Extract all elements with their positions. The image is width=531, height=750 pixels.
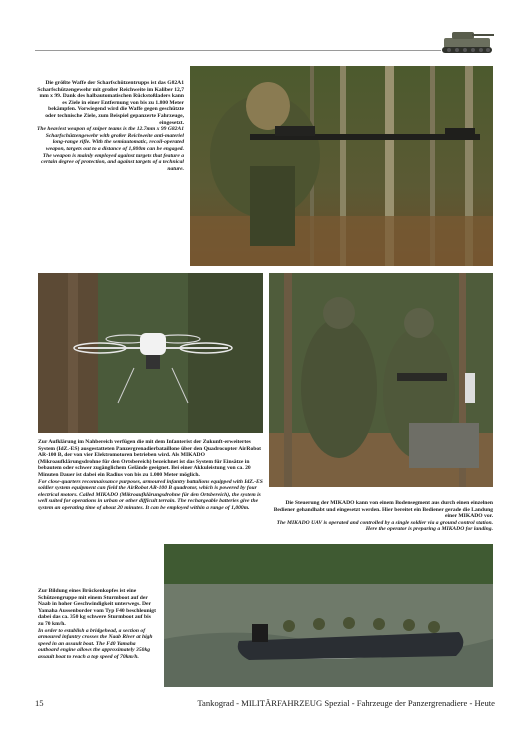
footer-title: Tankograd - MILITÄRFAHRZEUG Spezial - Fahrzeuge der Panzergrenadiere - Heute — [197, 698, 495, 708]
caption-mikado-de: Die Steuerung der MIKADO kann von einem Bodensegment aus durch einen einzelnen Bediener gehandhabt und eingesetzt werden. Hier bereitet ein Bediener gerade die Landung einer MIKADO vor. — [273, 500, 493, 520]
caption-sniper — [36, 80, 184, 172]
caption-sniper-de: Die größte Waffe der Scharfschützentrupps ist das G82A1 Scharfschützengewehr mit großer Reichweite im Kaliber 12,7 mm x 99. Dank des halbautomatischen Rückstoßladers kann es Ziele in einer Entfernung von bis zu 1.800 Meter bekämpfen. Vorwiegend wird die Waffe gegen geschützte oder technische Ziele, zum Beispiel gepanzerte Fahrzeuge, eingesetzt. — [37, 80, 184, 126]
caption-boat-de: Zur Bildung eines Brückenkopfes ist eine Schützengruppe mit einem Sturmboot auf der Naab in hoher Geschwindigkeit unterwegs. Der Yamaha Aussenborder vom Typ F40 beschleunigt dabei das ca. 350 kg schwere Sturmboot auf bis zu 70 km/h. — [38, 588, 156, 627]
caption-mikado-en: The MIKADO UAV is operated and controlled by a single soldier via a ground control station. Here the operator is preparing a MIKADO for landing. — [276, 519, 493, 533]
caption-boat — [38, 588, 156, 661]
photo-assault-boat — [164, 544, 493, 687]
page-number: 15 — [35, 698, 44, 708]
caption-drone-de: Zur Aufklärung im Nahbereich verfügen die mit dem Infanterist der Zukunft-erweitertes System (IdZ.-ES) ausgestatteten Panzergrenadierbataillone über den Quadrocopter AirRobot AR-100 B, der von vier Elektromotoren betrieben wird. Als MIKADO (Mikroaufklärungsdrohne für den Ortsbereich) bezeichnet ist das System für Einsätze in bebautem oder schwer zugänglichem Gelände geeignet. Bei einer Akkuleistung von ca. 20 Minuten Dauer ist dabei ein Radius von bis zu 1.000 Meter möglich. — [38, 439, 262, 478]
photo-drone — [38, 273, 263, 433]
caption-boat-en: In order to establish a bridgehead, a section of armoured infantry crosses the Naab River at high speed in an assault boat. The F40 Yamaha outboard engine allows the approximately 350kg assault boat to reach a top speed of 70km/h. — [38, 627, 153, 660]
caption-mikado — [270, 500, 493, 533]
tank-icon — [438, 24, 498, 56]
caption-drone-en: For close-quarters reconnaissance purposes, armoured infantry battalions equipped with IdZ.-ES soldier system equipment can field the AirRobot AR-100 B quadrotor, which is powered by four electrical motors. Called MIKADO (Mikroaufklärungsdrohne für den Ortsbereich), the system is well suited for operations in urban or other difficult terrain. The rechargeable batteries give the system an operating time of about 20 minutes. It can be employed within a range of 1,000m. — [38, 478, 263, 511]
caption-drone — [38, 439, 264, 512]
header-rule — [35, 50, 441, 51]
photo-mikado-operators — [269, 273, 493, 487]
caption-sniper-en: The heaviest weapon of sniper teams is the 12.7mm x 99 G82A1 Scharfschützengewehr with großer Reichweite anti-materiel long-range rifle. With the semiautomatic, recoil-operated weapon, targets out to a distance of 1,800m can be engaged. The weapon is mainly employed against targets that feature a certain degree of protection, and against targets of a technical nature. — [37, 126, 184, 172]
photo-sniper — [190, 66, 493, 266]
